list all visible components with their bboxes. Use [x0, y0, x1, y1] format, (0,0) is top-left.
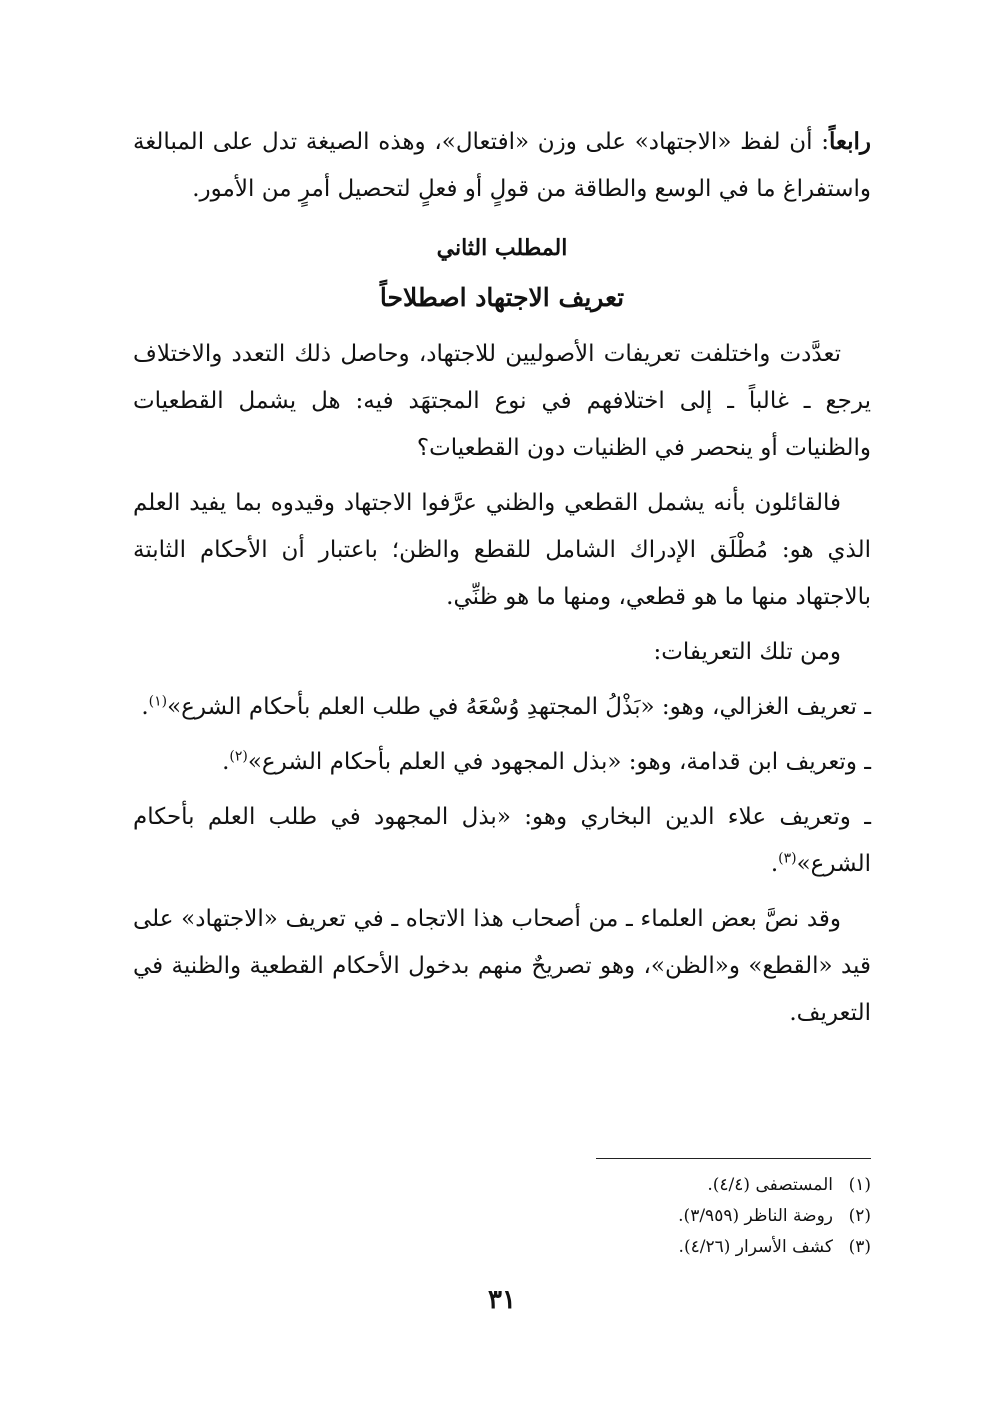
paragraph-ibn-qudama-definition [133, 739, 871, 786]
footnote-ref-1[interactable]: (١) [148, 693, 168, 710]
definition-text: ـ وتعريف علاء الدين البخاري وهو: «بذل المجهود في طلب العلم بأحكام الشرع» [133, 804, 871, 877]
footnotes [133, 1170, 871, 1263]
paragraph-bukhari-definition [133, 794, 871, 888]
definition-text: ـ وتعريف ابن قدامة، وهو: «بذل المجهود في العلم بأحكام الشرع» [247, 749, 871, 775]
footnote-divider [596, 1158, 871, 1159]
footnote-text: المستصفى (٤/٤). [707, 1175, 833, 1195]
footnote-item [133, 1170, 871, 1201]
paragraph-rabian [133, 118, 871, 213]
end-dot: . [770, 851, 779, 877]
footnote-number: (١) [848, 1175, 871, 1195]
page-body [133, 118, 871, 1045]
end-dot: . [141, 694, 149, 720]
definition-text: ـ تعريف الغزالي، وهو: «بَذْلُ المجتهدِ وُسْعَهُ في طلب العلم بأحكام الشرع» [167, 694, 871, 720]
footnote-ref-2[interactable]: (٢) [229, 748, 248, 765]
footnote-item [133, 1201, 871, 1232]
paragraph-qatii-zanni: فالقائلون بأنه يشمل القطعي والظني عرَّفوا الاجتهاد وقيدوه بما يفيد العلم الذي هو: مُطْلَق الإدراك الشامل للقطع والظن؛ باعتبار أن الأحكام الثابتة بالاجتهاد منها ما هو قطعي، ومنها ما هو ظنِّي. [133, 490, 871, 610]
footnote-ref-3[interactable]: (٣) [778, 850, 797, 867]
footnote-text: كشف الأسرار (٤/٢٦). [678, 1237, 833, 1257]
paragraph-definitions-differ: تعدَّدت واختلفت تعريفات الأصوليين للاجتهاد، وحاصل ذلك التعدد والاختلاف يرجع ـ غالباً ـ إلى اختلافهم في نوع المجتهَد فيه: هل يشمل القطعيات والظنيات أو ينحصر في الظنيات دون القطعيات؟ [133, 341, 871, 461]
section-title: تعريف الاجتهاد اصطلاحاً [379, 283, 625, 312]
section-heading: المطلب الثاني [436, 235, 568, 261]
paragraph-text: : أن لفظ «الاجتهاد» على وزن «افتعال»، وهذه الصيغة تدل على المبالغة واستفراغ ما في الوسع والطاقة من قولٍ أو فعلٍ لتحصيل أمرٍ من الأمور. [133, 129, 871, 202]
footnote-number: (٣) [848, 1237, 871, 1257]
page-number: ٣١ [488, 1285, 516, 1315]
paragraph-ghazali-definition [133, 684, 871, 731]
footnote-item [133, 1232, 871, 1263]
end-dot: . [222, 749, 230, 775]
paragraph-lead-word: رابعاً [828, 128, 871, 155]
footnote-text: روضة الناظر (٣/٩٥٩). [678, 1206, 833, 1226]
paragraph-qat-zann-restriction: وقد نصَّ بعض العلماء ـ من أصحاب هذا الاتجاه ـ في تعريف «الاجتهاد» على قيد «القطع» و«الظن»، وهو تصريحٌ منهم بدخول الأحكام القطعية والظنية في التعريف. [133, 906, 871, 1026]
footnote-number: (٢) [848, 1206, 871, 1226]
paragraph-definitions-intro: ومن تلك التعريفات: [653, 639, 841, 665]
